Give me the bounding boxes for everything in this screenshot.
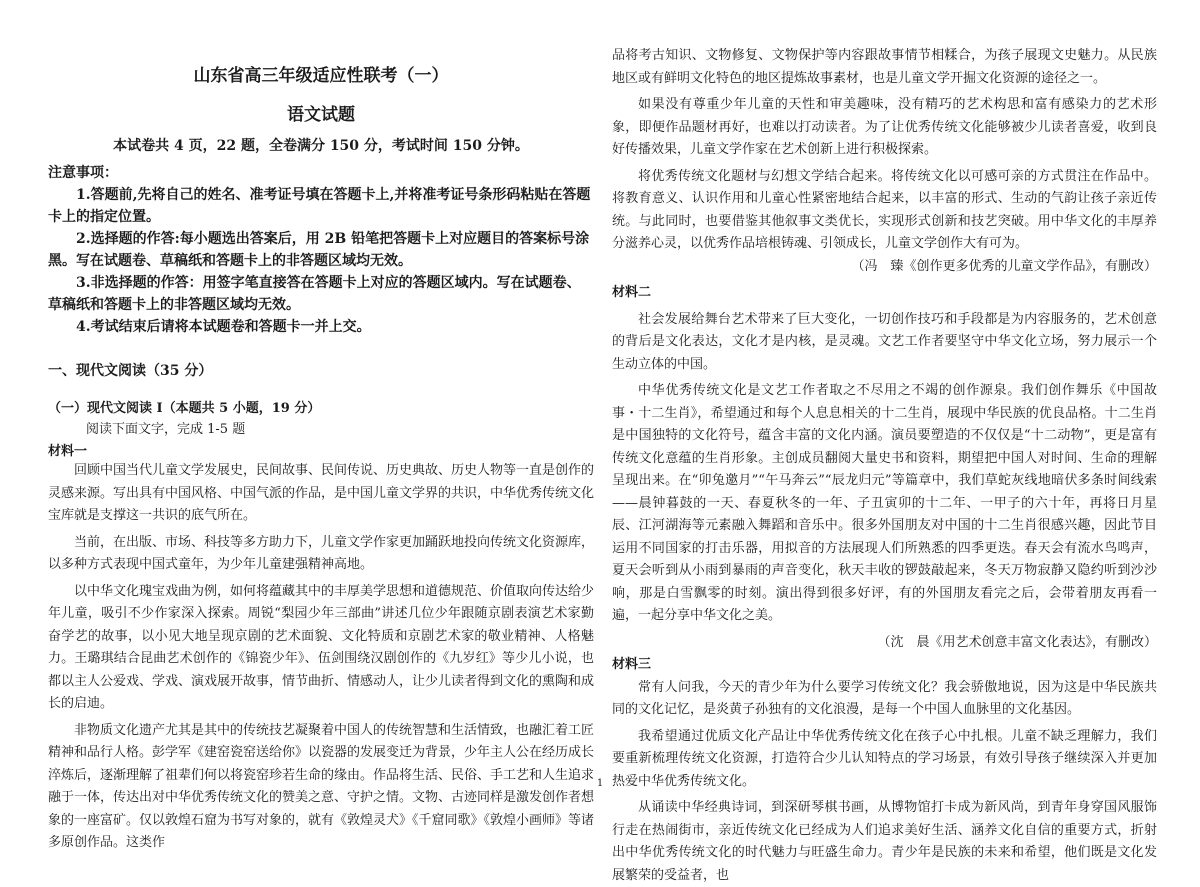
paragraph: 我希望通过优质文化产品让中华优秀传统文化在孩子心中扎根。儿童不缺乏理解力，我们要重新梳理传统文化资源，打造符合少儿认知特点的学习场景，有效引导孩子继续深入并更加热爱中华优秀传统文化。 (612, 728, 1157, 789)
notice-item: 1.答题前,先将自己的姓名、准考证号填在答题卡上,并将准考证号条形码粘贴在答题卡上的指定位置。 (48, 187, 591, 225)
material-label: 材料一 (48, 444, 88, 459)
material-label: 材料二 (612, 285, 652, 300)
subsection-title: （一）现代文阅读 I（本题共 5 小题，19 分） (48, 401, 321, 416)
paragraph: 中华优秀传统文化是文艺工作者取之不尽用之不竭的创作源泉。我们创作舞乐《中国故事・十二生肖》，希望通过和每个人息息相关的十二生肖，展现中华民族的优良品格。十二生肖是中国独特的文化符号，蕴含丰富的文化内涵。演员要塑造的不仅仅是“十二动物”，更是富有传统文化意蕴的生肖形象。主创成员翻阅大量史书和资料，期望把中国人对时间、生命的理解呈现出来。在“卯兔邀月”“午马奔云”“辰龙归元”等篇章中，我们草蛇灰线地暗伏多条时间线索——晨钟暮鼓的一天、春夏秋冬的一年、子丑寅卯的十二年、一甲子的六十年，再将日月星辰、江河湖海等元素融入舞蹈和音乐中。很多外国朋友对中国的十二生肖很感兴趣，因此节目运用不同国家的打击乐器，用拟音的方法展现人们所熟悉的四季更迭。春天会有流水鸟鸣声，夏天会听到从小雨到暴雨的声音变化，秋天丰收的锣鼓敲起来，冬天万物寂静又隐约听到沙沙响，那是白雪飘零的时刻。演出得到很多好评，有的外国朋友看完之后，会带着朋友再看一遍，一起分享中华文化之美。 (612, 383, 1157, 623)
paragraph: 从诵读中华经典诗词，到深研琴棋书画，从博物馆打卡成为新风尚，到青年身穿国风服饰行走在热闹街市，亲近传统文化已经成为人们追求美好生活、涵养文化自信的重要方式，折射出中华优秀传统文化的时代魅力与旺盛生命力。青少年是民族的未来和希望，他们既是文化发展繁荣的受益者，也 (612, 800, 1157, 883)
notice-heading: 注意事项： (48, 165, 118, 181)
source-citation: （沈 晨《用艺术创意丰富文化表达》，有删改） (877, 634, 1157, 650)
material-label: 材料三 (612, 657, 652, 672)
paragraph: 以中华文化瑰宝戏曲为例，如何将蕴藏其中的丰厚美学思想和道德规范、价值取向传达给少年儿童，吸引不少作家深入探索。周锐“梨园少年三部曲”讲述几位少年跟随京剧表演艺术家勤奋学艺的故事，以小见大地呈现京剧的艺术面貌、文化特质和京剧艺术家的敬业精神、人格魅力。王璐琪结合昆曲艺术创作的《锦瓷少年》、伍剑围绕汉剧创作的《九岁红》等少儿小说，也都以主人公爱戏、学戏、演戏展开故事，情节曲折、情感动人，让少儿读者得到文化的熏陶和成长的启迪。 (48, 583, 595, 711)
section-title: 一、现代文阅读（35 分） (48, 363, 213, 379)
subject-title: 语文试题 (287, 105, 355, 125)
exam-info: 本试卷共 4 页，22 题，全卷满分 150 分，考试时间 150 分钟。 (113, 138, 529, 154)
paragraph: 非物质文化遗产尤其是其中的传统技艺凝聚着中国人的传统智慧和生活情致，也融汇着工匠精神和品行人格。彭学军《建窑瓷窑送给你》以瓷器的发展变迁为背景，少年主人公在经历成长淬炼后，逐渐理解了祖辈们何以将瓷窑珍若生命的缘由。作品将生活、民俗、手工艺和人生追求融于一体，传达出对中华优秀传统文化的赞美之意、守护之情。文物、古迹同样是激发创作者想象的一座富矿。仅以敦煌石窟为书写对象的，就有《敦煌灵犬》《千窟同歌》《敦煌小画师》等诸多原创作品。这类作 (48, 722, 595, 850)
exam-title: 山东省高三年级适应性联考（一） (193, 66, 449, 86)
page-number: 1 (596, 778, 604, 789)
notice-item: 4.考试结束后请将本试题卷和答题卡一并上交。 (76, 319, 371, 335)
material-1-text (48, 460, 594, 855)
paragraph: 品将考古知识、文物修复、文物保护等内容跟故事情节相糅合，为孩子展现文史魅力。从民族地区或有鲜明文化特色的地区提炼故事素材，也是儿童文学开掘文化资源的途径之一。 (612, 48, 1157, 86)
source-citation: （冯 臻《创作更多优秀的儿童文学作品》，有删改） (851, 258, 1157, 274)
reading-instruction: 阅读下面文字，完成 1-5 题 (86, 422, 246, 437)
paragraph: 回顾中国当代儿童文学发展史，民间故事、民间传说、历史典故、历史人物等一直是创作的灵感来源。写出具有中国风格、中国气派的作品，是中国儿童文学界的共识，中华优秀传统文化宝库就是支撑这一共识的底气所在。 (48, 463, 595, 523)
paragraph: 社会发展给舞台艺术带来了巨大变化，一切创作技巧和手段都是为内容服务的，艺术创意的背后是文化表达，文化才是内核，是灵魂。文艺工作者要坚守中华文化立场，努力展示一个生动立体的中国。 (612, 311, 1157, 372)
notice-block (48, 162, 594, 338)
paragraph: 当前，在出版、市场、科技等多方助力下，儿童文学作家更加踊跃地投向传统文化资源库，以多种方式表现中国式童年，为少年儿童建强精神高地。 (48, 534, 595, 572)
paragraph: 常有人问我，今天的青少年为什么要学习传统文化？我会骄傲地说，因为这是中华民族共同的文化记忆，是炎黄子孙独有的文化浪漫，是每一个中国人血脉里的文化基因。 (612, 679, 1157, 717)
right-column-text (612, 45, 1157, 887)
notice-item: 3.非选择题的作答：用签字笔直接答在答题卡上对应的答题区域内。写在试题卷、草稿纸和答题卡上的非答题区域均无效。 (48, 275, 581, 313)
notice-item: 2.选择题的作答:每小题选出答案后，用 2B 铅笔把答题卡上对应题目的答案标号涂黑。写在试题卷、草稿纸和答题卡上的非答题区域均无效。 (48, 231, 590, 269)
paragraph: 如果没有尊重少年儿童的天性和审美趣味，没有精巧的艺术构思和富有感染力的艺术形象，即便作品题材再好，也难以打动读者。为了让优秀传统文化能够被少儿读者喜爱，收到良好传播效果，儿童文学作家在艺术创新上进行积极探索。 (612, 97, 1157, 157)
paragraph: 将优秀传统文化题材与幻想文学结合起来。将传统文化以可感可亲的方式贯注在作品中。将教育意义、认识作用和儿童心性紧密地结合起来，以丰富的形式、生动的气韵让孩子亲近传统。与此同时，也要借鉴其他叙事文类优长，实现形式创新和技艺突破。用中华文化的丰厚养分滋养心灵，以优秀作品培根铸魂、引领成长，儿童文学创作大有可为。 (612, 168, 1157, 251)
